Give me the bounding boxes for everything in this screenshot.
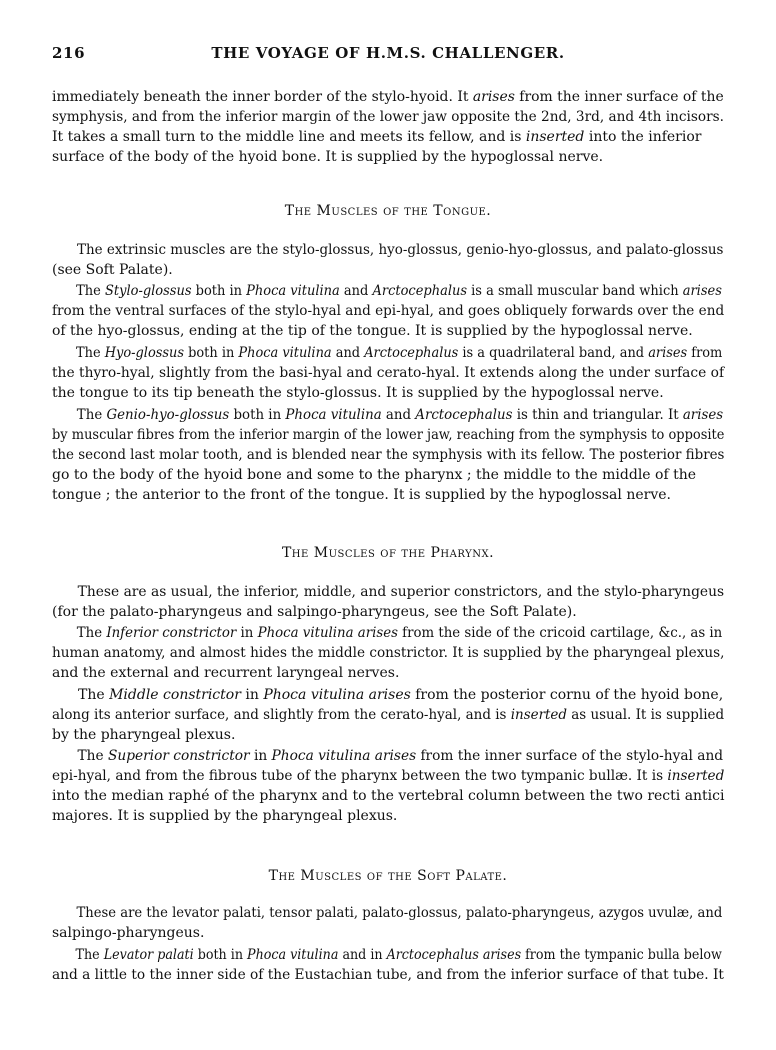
text-line: immediately beneath the inner border of the stylo-hyoid. It arises from the inner surface of the: [52, 89, 724, 105]
text-line: salpingo-pharyngeus.: [52, 925, 205, 941]
tongue-paragraph-hyo-glossus: [52, 343, 724, 403]
running-header: [52, 44, 724, 68]
text-line: The Stylo-glossus both in Phoca vitulina and Arctocephalus is a small muscular band which arises: [76, 283, 722, 299]
text-line: The Levator palati both in Phoca vitulina and in Arctocephalus arises from the tympanic bulla below: [75, 947, 722, 963]
text-line: from the ventral surfaces of the stylo-hyal and epi-hyal, and goes obliquely forwards over the end: [52, 303, 725, 319]
tongue-paragraph-genio-hyo-glossus: [52, 405, 724, 505]
running-title: THE VOYAGE OF H.M.S. CHALLENGER.: [211, 44, 565, 62]
tongue-paragraph-stylo-glossus: [52, 281, 724, 341]
pharynx-paragraph-middle-constrictor: [52, 685, 724, 745]
intro-paragraph: [52, 87, 724, 167]
section-heading-soft-palate: The Muscles of the Soft Palate.: [268, 868, 508, 884]
text-line: The Middle constrictor in Phoca vitulina arises from the posterior cornu of the hyoid bone,: [78, 687, 724, 703]
section-heading-pharynx: The Muscles of the Pharynx.: [281, 545, 495, 561]
text-line: The Inferior constrictor in Phoca vitulina arises from the side of the cricoid cartilage, &c., as in: [76, 625, 723, 641]
text-line: surface of the body of the hyoid bone. It is supplied by the hypoglossal nerve.: [52, 149, 604, 165]
text-line: the thyro-hyal, slightly from the basi-hyal and cerato-hyal. It extends along the under surface of: [52, 365, 725, 381]
text-line: The Superior constrictor in Phoca vitulina arises from the inner surface of the stylo-hyal and: [77, 748, 724, 764]
text-line: (see Soft Palate).: [52, 262, 173, 278]
page-number: 216: [52, 44, 86, 62]
text-line: human anatomy, and almost hides the middle constrictor. It is supplied by the pharyngeal plexus,: [52, 645, 725, 661]
text-line: go to the body of the hyoid bone and some to the pharynx ; the middle to the middle of the: [52, 467, 697, 483]
tongue-paragraph-1: [52, 240, 724, 280]
text-line: These are the levator palati, tensor palati, palato-glossus, palato-pharyngeus, azygos uvulæ, and: [76, 905, 723, 921]
text-line: epi-hyal, and from the fibrous tube of the pharynx between the two tympanic bullæ. It is inserted: [52, 768, 725, 784]
text-line: and the external and recurrent laryngeal nerves.: [52, 665, 400, 681]
text-line: The extrinsic muscles are the stylo-glossus, hyo-glossus, genio-hyo-glossus, and palato-glossus: [76, 242, 724, 258]
text-line: of the hyo-glossus, ending at the tip of the tongue. It is supplied by the hypoglossal nerve.: [52, 323, 693, 339]
pharynx-paragraph-1: [52, 582, 724, 622]
text-line: (for the palato-pharyngeus and salpingo-pharyngeus, see the Soft Palate).: [52, 604, 577, 620]
section-heading-tongue: The Muscles of the Tongue.: [284, 203, 492, 219]
text-line: the second last molar tooth, and is blended near the symphysis with its fellow. The posterior fibres: [52, 447, 725, 463]
text-line: and a little to the inner side of the Eustachian tube, and from the inferior surface of that tube. It: [52, 967, 724, 983]
text-line: These are as usual, the inferior, middle, and superior constrictors, and the stylo-pharyngeus: [77, 584, 725, 600]
pharynx-paragraph-inferior-constrictor: [52, 623, 724, 683]
pharynx-paragraph-superior-constrictor: [52, 746, 724, 826]
text-line: by muscular fibres from the inferior margin of the lower jaw, reaching from the symphysis to opposite: [52, 427, 725, 443]
text-line: the tongue to its tip beneath the stylo-glossus. It is supplied by the hypoglossal nerve.: [52, 385, 664, 401]
text-line: by the pharyngeal plexus.: [52, 727, 236, 743]
palate-paragraph-levator-palati: [52, 945, 724, 985]
text-line: symphysis, and from the inferior margin of the lower jaw opposite the 2nd, 3rd, and 4th incisors.: [52, 109, 724, 125]
palate-paragraph-1: [52, 903, 724, 943]
text-line: into the median raphé of the pharynx and to the vertebral column between the two recti antici: [52, 788, 725, 804]
text-line: tongue ; the anterior to the front of the tongue. It is supplied by the hypoglossal nerve.: [52, 487, 671, 503]
text-line: The Hyo-glossus both in Phoca vitulina and Arctocephalus is a quadrilateral band, and arises from: [76, 345, 723, 361]
text-line: along its anterior surface, and slightly from the cerato-hyal, and is inserted as usual. It is supplied: [52, 707, 725, 723]
text-line: It takes a small turn to the middle line and meets its fellow, and is inserted into the inferior: [52, 129, 702, 145]
text-line: majores. It is supplied by the pharyngeal plexus.: [52, 808, 398, 824]
text-line: The Genio-hyo-glossus both in Phoca vitulina and Arctocephalus is thin and triangular. It arises: [76, 407, 724, 423]
